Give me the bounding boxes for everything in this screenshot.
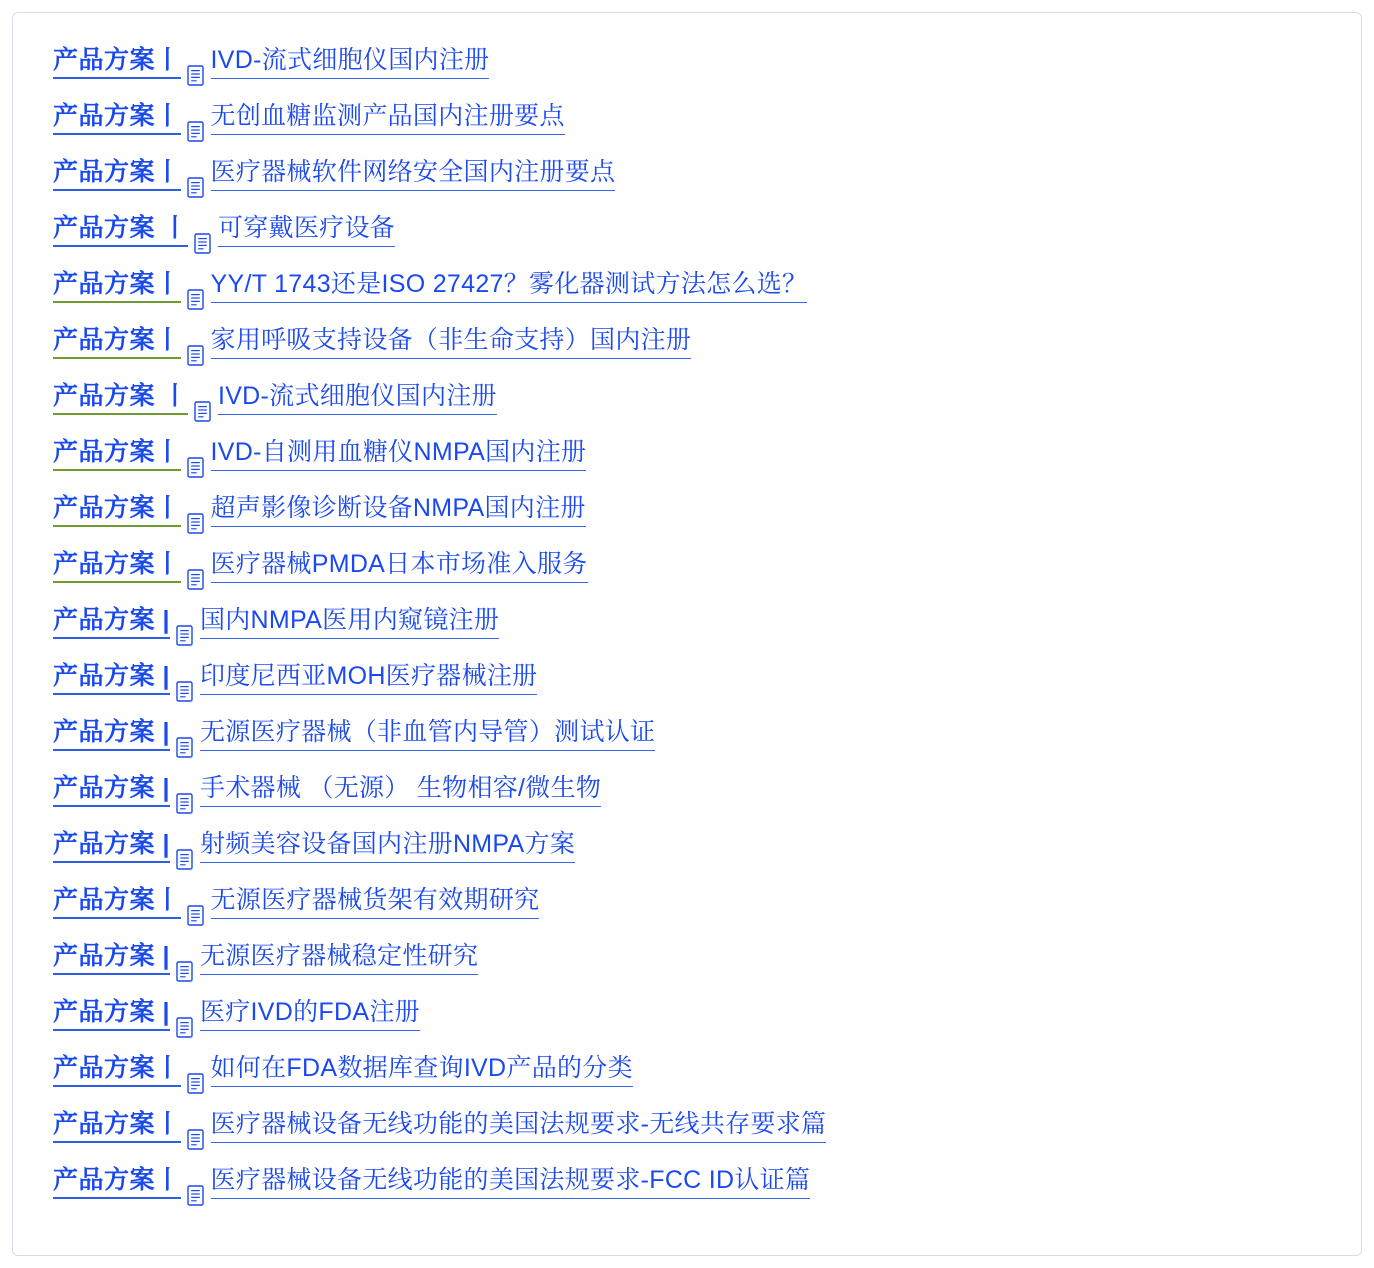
item-title-link[interactable]: 国内NMPA医用内窥镜注册 — [200, 607, 499, 639]
item-title-link[interactable]: 射频美容设备国内注册NMPA方案 — [200, 831, 575, 863]
item-title-link[interactable]: 手术器械 （无源） 生物相容/微生物 — [200, 775, 601, 807]
list-item[interactable] — [53, 159, 1321, 215]
link-list-panel — [12, 12, 1362, 1256]
item-prefix-label: 产品方案 | — [53, 719, 170, 751]
item-prefix-label: 产品方案丨 — [53, 1111, 181, 1143]
document-icon — [176, 961, 193, 982]
item-prefix-label: 产品方案丨 — [53, 551, 181, 583]
item-title-link[interactable]: IVD-流式细胞仪国内注册 — [211, 47, 490, 79]
item-title-link[interactable]: 家用呼吸支持设备（非生命支持）国内注册 — [211, 327, 692, 359]
item-title-link[interactable]: IVD-流式细胞仪国内注册 — [218, 383, 497, 415]
item-prefix-label: 产品方案丨 — [53, 103, 181, 135]
item-title-link[interactable]: 医疗器械设备无线功能的美国法规要求-FCC ID认证篇 — [211, 1167, 811, 1199]
document-icon — [187, 1185, 204, 1206]
list-item[interactable] — [53, 271, 1321, 327]
item-prefix-label: 产品方案丨 — [53, 47, 181, 79]
list-item[interactable] — [53, 775, 1321, 831]
item-title-link[interactable]: 医疗器械PMDA日本市场准入服务 — [211, 551, 588, 583]
product-solution-link-list — [53, 47, 1321, 1223]
list-item[interactable] — [53, 551, 1321, 607]
document-icon — [187, 513, 204, 534]
document-icon — [187, 569, 204, 590]
item-prefix-label: 产品方案丨 — [53, 495, 181, 527]
document-icon — [176, 1017, 193, 1038]
document-icon — [176, 625, 193, 646]
item-prefix-label: 产品方案 丨 — [53, 383, 188, 415]
item-prefix-label: 产品方案 | — [53, 607, 170, 639]
item-prefix-label: 产品方案 丨 — [53, 215, 188, 247]
list-item[interactable] — [53, 999, 1321, 1055]
list-item[interactable] — [53, 439, 1321, 495]
item-prefix-label: 产品方案 | — [53, 663, 170, 695]
document-icon — [187, 457, 204, 478]
item-prefix-label: 产品方案丨 — [53, 159, 181, 191]
document-icon — [194, 233, 211, 254]
item-prefix-label: 产品方案 | — [53, 775, 170, 807]
item-title-link[interactable]: 无创血糖监测产品国内注册要点 — [211, 103, 565, 135]
item-prefix-label: 产品方案丨 — [53, 887, 181, 919]
item-title-link[interactable]: 无源医疗器械稳定性研究 — [200, 943, 478, 975]
item-prefix-label: 产品方案丨 — [53, 1167, 181, 1199]
item-title-link[interactable]: 无源医疗器械货架有效期研究 — [211, 887, 540, 919]
list-item[interactable] — [53, 1167, 1321, 1223]
item-title-link[interactable]: 可穿戴医疗设备 — [218, 215, 395, 247]
item-title-link[interactable]: 医疗IVD的FDA注册 — [200, 999, 420, 1031]
list-item[interactable] — [53, 1055, 1321, 1111]
item-title-link[interactable]: 印度尼西亚MOH医疗器械注册 — [200, 663, 538, 695]
list-item[interactable] — [53, 719, 1321, 775]
item-title-link[interactable]: 医疗器械设备无线功能的美国法规要求-无线共存要求篇 — [211, 1111, 827, 1143]
item-title-link[interactable]: 如何在FDA数据库查询IVD产品的分类 — [211, 1055, 633, 1087]
document-icon — [187, 1073, 204, 1094]
document-icon — [176, 737, 193, 758]
item-prefix-label: 产品方案 | — [53, 999, 170, 1031]
item-title-link[interactable]: 医疗器械软件网络安全国内注册要点 — [211, 159, 616, 191]
item-prefix-label: 产品方案丨 — [53, 327, 181, 359]
list-item[interactable] — [53, 103, 1321, 159]
document-icon — [187, 905, 204, 926]
list-item[interactable] — [53, 1111, 1321, 1167]
item-title-link[interactable]: IVD-自测用血糖仪NMPA国内注册 — [211, 439, 587, 471]
document-icon — [176, 793, 193, 814]
list-item[interactable] — [53, 663, 1321, 719]
list-item[interactable] — [53, 943, 1321, 999]
document-icon — [187, 121, 204, 142]
document-icon — [187, 345, 204, 366]
list-item[interactable] — [53, 327, 1321, 383]
item-prefix-label: 产品方案 | — [53, 943, 170, 975]
document-icon — [187, 289, 204, 310]
list-item[interactable] — [53, 887, 1321, 943]
document-icon — [187, 1129, 204, 1150]
item-title-link[interactable]: 超声影像诊断设备NMPA国内注册 — [211, 495, 586, 527]
document-icon — [187, 65, 204, 86]
item-prefix-label: 产品方案丨 — [53, 439, 181, 471]
document-icon — [176, 681, 193, 702]
list-item[interactable] — [53, 495, 1321, 551]
document-icon — [187, 177, 204, 198]
list-item[interactable] — [53, 215, 1321, 271]
document-icon — [194, 401, 211, 422]
item-prefix-label: 产品方案 | — [53, 831, 170, 863]
list-item[interactable] — [53, 831, 1321, 887]
item-prefix-label: 产品方案丨 — [53, 1055, 181, 1087]
item-prefix-label: 产品方案丨 — [53, 271, 181, 303]
document-icon — [176, 849, 193, 870]
item-title-link[interactable]: YY/T 1743还是ISO 27427？雾化器测试方法怎么选？ — [211, 271, 808, 303]
list-item[interactable] — [53, 607, 1321, 663]
list-item[interactable] — [53, 47, 1321, 103]
list-item[interactable] — [53, 383, 1321, 439]
item-title-link[interactable]: 无源医疗器械（非血管内导管）测试认证 — [200, 719, 655, 751]
